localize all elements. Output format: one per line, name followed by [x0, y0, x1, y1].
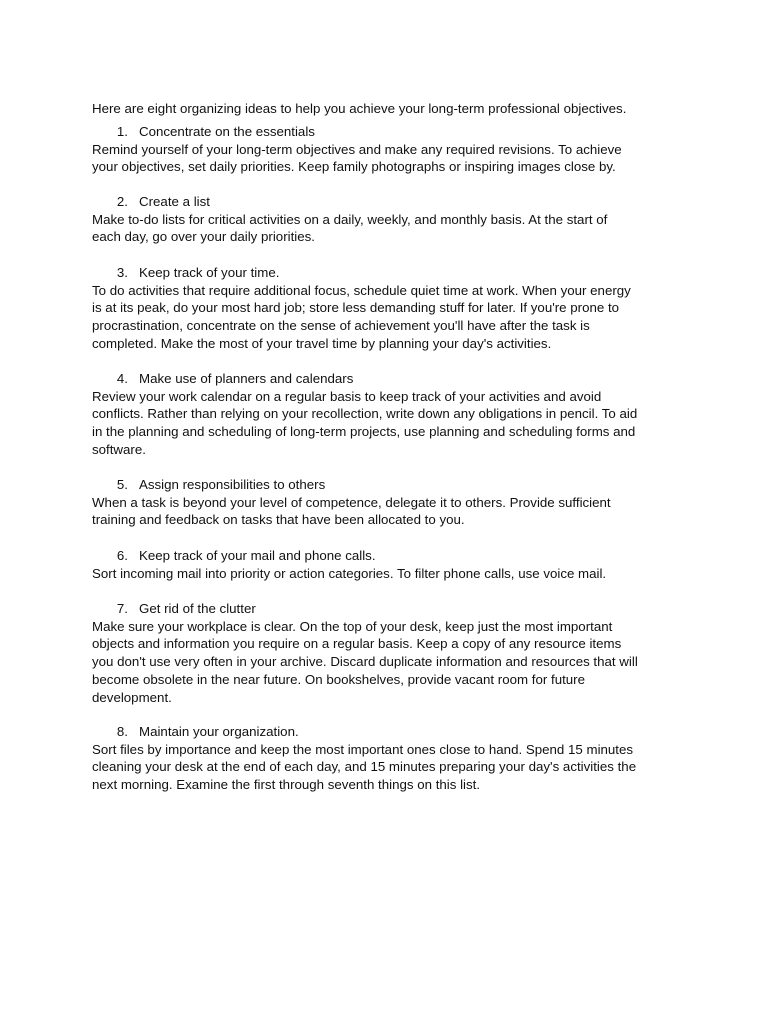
body-line: When a task is beyond your level of competence, delegate it to others. Provide sufficient — [92, 494, 611, 510]
item-number: 7. — [116, 601, 128, 616]
body-line: Remind yourself of your long-term objectives and make any required revisions. To achieve — [92, 141, 622, 157]
item-number: 1. — [116, 124, 128, 139]
item-title: Make use of planners and calendars — [139, 371, 354, 386]
item-heading — [92, 723, 682, 741]
item-number: 5. — [116, 477, 128, 492]
body-line: To do activities that require additional focus, schedule quiet time at work. When your energy — [92, 282, 631, 298]
body-line: next morning. Examine the first through seventh things on this list. — [92, 777, 481, 793]
body-line: you don't use very often in your archive. Discard duplicate information and resources that will — [92, 654, 638, 670]
body-line: become obsolete in the near future. On bookshelves, provide vacant room for future — [92, 671, 586, 687]
item-heading — [92, 370, 682, 388]
body-line: cleaning your desk at the end of each day, and 15 minutes preparing your day's activities the — [92, 759, 637, 775]
item-title: Keep track of your time. — [139, 265, 280, 280]
item-title: Create a list — [139, 194, 210, 209]
body-line: your objectives, set daily priorities. Keep family photographs or inspiring images close by. — [92, 159, 616, 175]
body-line: conflicts. Rather than relying on your recollection, write down any obligations in pencil. To aid — [92, 406, 638, 422]
list-item-3 — [92, 264, 682, 353]
item-title: Assign responsibilities to others — [139, 477, 326, 492]
list-item-1 — [92, 123, 682, 176]
list-item-7 — [92, 600, 682, 706]
item-number: 8. — [116, 724, 128, 739]
item-body — [92, 388, 682, 459]
item-body — [92, 494, 682, 529]
item-heading — [92, 547, 682, 565]
item-number: 2. — [116, 194, 128, 209]
list-item-2 — [92, 193, 682, 246]
body-line: Make to-do lists for critical activities on a daily, weekly, and monthly basis. At the start of — [92, 211, 608, 227]
body-line: objects and information you require on a regular basis. Keep a copy of any resource items — [92, 636, 622, 652]
list-item-5 — [92, 476, 682, 529]
item-body — [92, 741, 682, 794]
list-item-4 — [92, 370, 682, 459]
item-heading — [92, 193, 682, 211]
item-heading — [92, 264, 682, 282]
item-title: Get rid of the clutter — [139, 601, 256, 616]
item-title: Keep track of your mail and phone calls. — [139, 548, 376, 563]
item-number: 4. — [116, 371, 128, 386]
list-item-8 — [92, 723, 682, 794]
item-number: 6. — [116, 548, 128, 563]
list-item-6 — [92, 547, 682, 582]
intro-paragraph: Here are eight organizing ideas to help you achieve your long-term professional objectives. — [92, 101, 627, 117]
body-line: training and feedback on tasks that have been allocated to you. — [92, 512, 465, 528]
body-line: development. — [92, 689, 172, 705]
item-body — [92, 282, 682, 353]
body-line: Make sure your workplace is clear. On the top of your desk, keep just the most important — [92, 618, 613, 634]
body-line: in the planning and scheduling of long-term projects, use planning and scheduling forms and — [92, 424, 636, 440]
item-heading — [92, 600, 682, 618]
body-line: Sort incoming mail into priority or action categories. To filter phone calls, use voice mail. — [92, 565, 607, 581]
item-heading — [92, 123, 682, 141]
body-line: software. — [92, 441, 146, 457]
item-heading — [92, 476, 682, 494]
item-title: Maintain your organization. — [139, 724, 299, 739]
item-title: Concentrate on the essentials — [139, 124, 315, 139]
item-body — [92, 618, 682, 707]
body-line: Sort files by importance and keep the most important ones close to hand. Spend 15 minutes — [92, 741, 634, 757]
body-line: procrastination, concentrate on the sense of achievement you'll have after the task is — [92, 318, 590, 334]
body-line: Review your work calendar on a regular basis to keep track of your activities and avoid — [92, 388, 602, 404]
body-line: completed. Make the most of your travel time by planning your day's activities. — [92, 335, 552, 351]
item-body — [92, 141, 682, 176]
body-line: is at its peak, do your most hard job; store less demanding stuff for later. If you're prone to — [92, 300, 620, 316]
item-body — [92, 565, 682, 583]
item-number: 3. — [116, 265, 128, 280]
body-line: each day, go over your daily priorities. — [92, 229, 315, 245]
item-body — [92, 211, 682, 246]
